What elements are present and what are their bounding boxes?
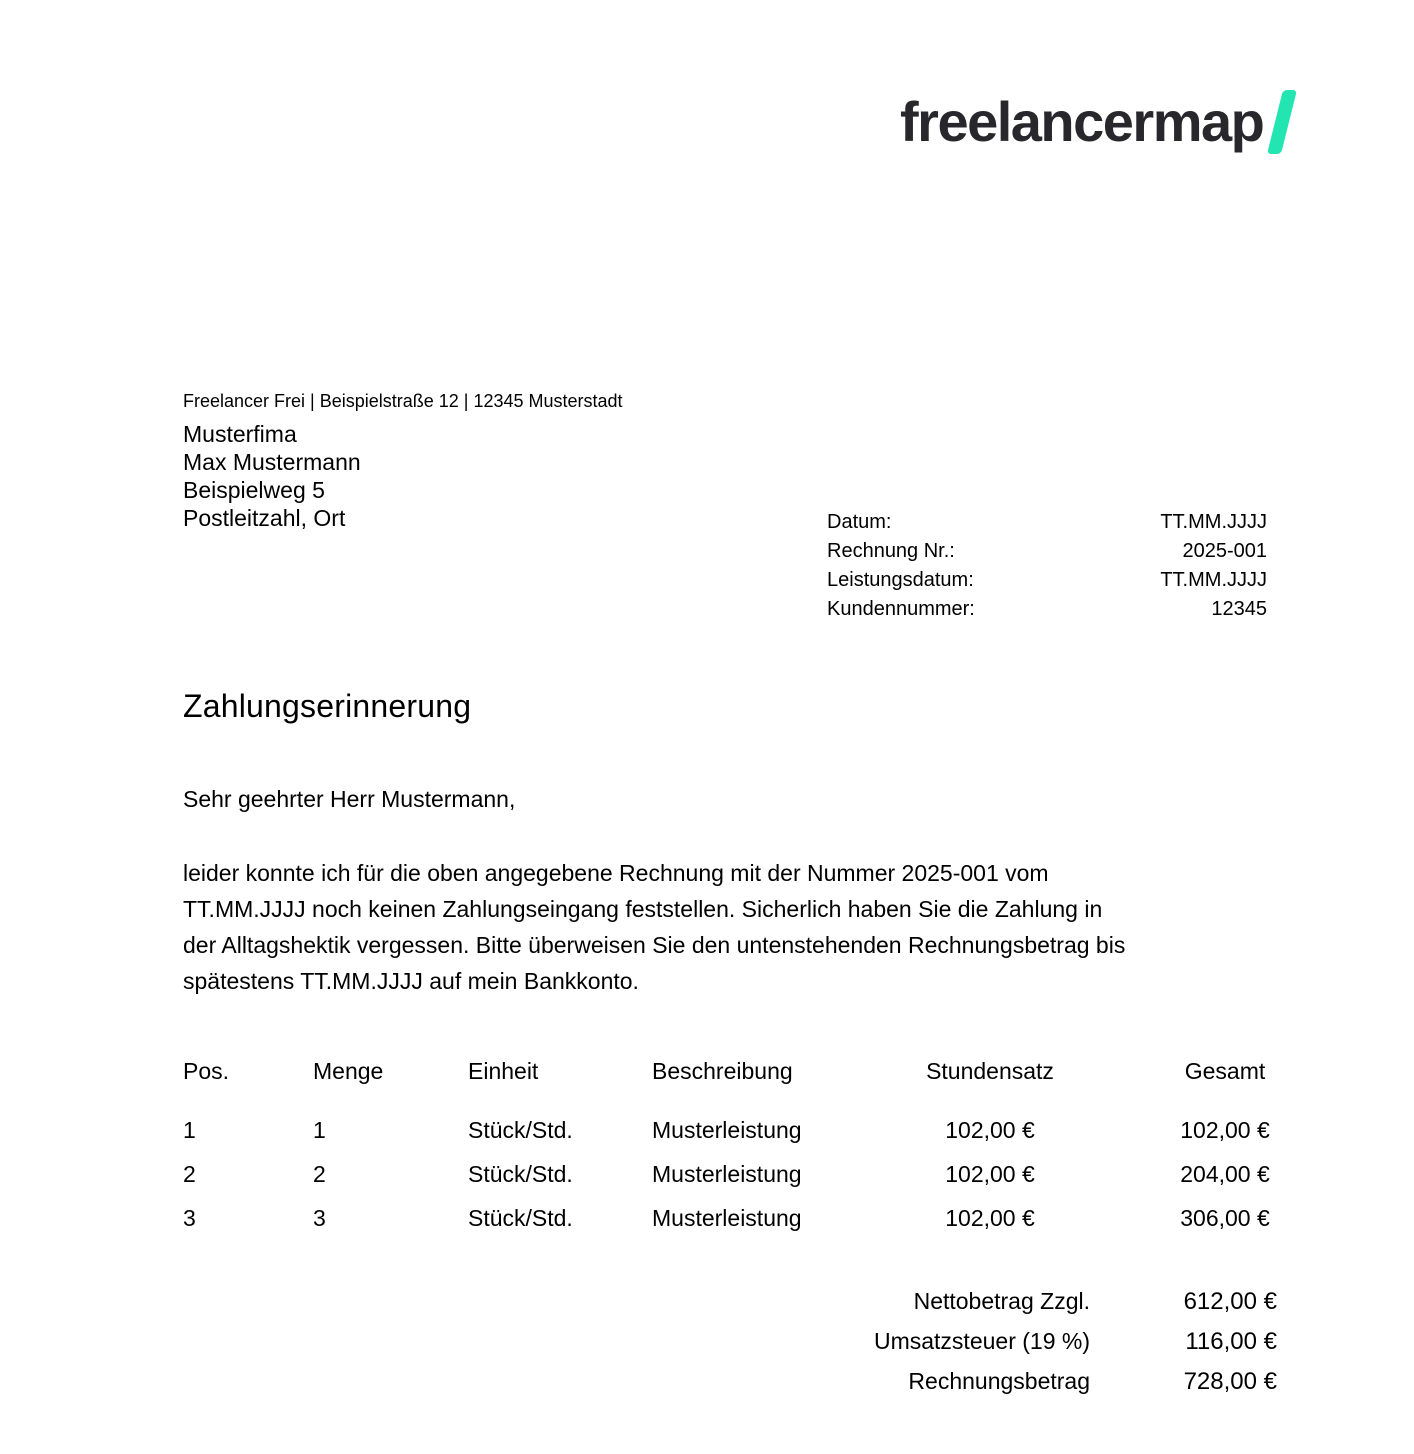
salutation: Sehr geehrter Herr Mustermann, <box>183 786 516 812</box>
cell-pos: 3 <box>183 1205 196 1231</box>
cell-pos: 1 <box>183 1117 196 1143</box>
meta-row-customer-number <box>827 595 1267 624</box>
table-row <box>183 1205 1290 1231</box>
recipient-address <box>183 420 361 532</box>
sender-return-address: Freelancer Frei | Beispielstraße 12 | 12345 Musterstadt <box>183 391 623 411</box>
recipient-name: Max Mustermann <box>183 449 361 475</box>
cell-einheit: Stück/Std. <box>468 1117 573 1143</box>
meta-label-date: Datum: <box>827 511 892 533</box>
cell-menge: 1 <box>313 1117 326 1143</box>
body-line: TT.MM.JJJJ noch keinen Zahlungseingang feststellen. Sicherlich haben Sie die Zahlung in <box>183 896 1103 922</box>
column-header-pos: Pos. <box>183 1058 230 1084</box>
column-header-menge: Menge <box>313 1058 384 1084</box>
cell-menge: 2 <box>313 1161 326 1187</box>
total-value-vat: 116,00 € <box>1185 1328 1277 1355</box>
table-header-row <box>183 1058 1290 1084</box>
table-body <box>183 1117 1290 1231</box>
column-header-stundensatz: Stundensatz <box>926 1058 1054 1084</box>
meta-row-date <box>827 508 1267 537</box>
recipient-city: Postleitzahl, Ort <box>183 505 346 531</box>
total-value-net: 612,00 € <box>1183 1288 1277 1315</box>
total-label-grand: Rechnungsbetrag <box>908 1368 1090 1394</box>
cell-stundensatz: 102,00 € <box>945 1161 1035 1187</box>
totals-section <box>600 1288 1277 1408</box>
body-line: der Alltagshektik vergessen. Bitte überweisen Sie den untenstehenden Rechnungsbetrag bis <box>183 932 1126 958</box>
cell-beschreibung: Musterleistung <box>652 1161 802 1187</box>
recipient-street: Beispielweg 5 <box>183 477 325 503</box>
cell-einheit: Stück/Std. <box>468 1161 573 1187</box>
cell-einheit: Stück/Std. <box>468 1205 573 1231</box>
column-header-beschreibung: Beschreibung <box>652 1058 793 1084</box>
body-line: spätestens TT.MM.JJJJ auf mein Bankkonto. <box>183 968 639 994</box>
invoice-meta <box>827 508 1267 624</box>
body-line: leider konnte ich für die oben angegebene Rechnung mit der Nummer 2025-001 vom <box>183 860 1049 886</box>
table-row <box>183 1161 1290 1187</box>
total-value-grand: 728,00 € <box>1183 1368 1277 1395</box>
meta-label-customer-number: Kundennummer: <box>827 598 975 620</box>
logo-wordmark: freelancermap <box>900 90 1264 153</box>
cell-stundensatz: 102,00 € <box>945 1117 1035 1143</box>
line-items-table <box>183 1058 1290 1249</box>
column-header-gesamt: Gesamt <box>1184 1058 1266 1084</box>
cell-beschreibung: Musterleistung <box>652 1117 802 1143</box>
cell-gesamt: 204,00 € <box>1180 1161 1270 1187</box>
cell-stundensatz: 102,00 € <box>945 1205 1035 1231</box>
table-row <box>183 1117 1290 1143</box>
cell-menge: 3 <box>313 1205 326 1231</box>
logo-slash-icon <box>1267 90 1297 154</box>
meta-label-invoice-number: Rechnung Nr.: <box>827 540 955 562</box>
meta-label-service-date: Leistungsdatum: <box>827 569 974 591</box>
page-title: Zahlungserinnerung <box>183 688 472 724</box>
cell-pos: 2 <box>183 1161 196 1187</box>
meta-value-service-date: TT.MM.JJJJ <box>1160 569 1267 591</box>
cell-gesamt: 102,00 € <box>1180 1117 1270 1143</box>
total-row-vat <box>600 1328 1277 1368</box>
freelancermap-logo <box>900 90 1289 154</box>
meta-value-date: TT.MM.JJJJ <box>1160 511 1267 533</box>
meta-row-invoice-number <box>827 537 1267 566</box>
column-header-einheit: Einheit <box>468 1058 539 1084</box>
total-row-grand <box>600 1368 1277 1408</box>
meta-row-service-date <box>827 566 1267 595</box>
cell-gesamt: 306,00 € <box>1180 1205 1270 1231</box>
total-label-net: Nettobetrag Zzgl. <box>913 1288 1090 1314</box>
meta-value-customer-number: 12345 <box>1211 598 1267 620</box>
recipient-company: Musterfima <box>183 421 297 447</box>
body-paragraph <box>183 855 1283 999</box>
cell-beschreibung: Musterleistung <box>652 1205 802 1231</box>
total-row-net <box>600 1288 1277 1328</box>
meta-value-invoice-number: 2025-001 <box>1182 540 1267 562</box>
total-label-vat: Umsatzsteuer (19 %) <box>873 1328 1090 1354</box>
